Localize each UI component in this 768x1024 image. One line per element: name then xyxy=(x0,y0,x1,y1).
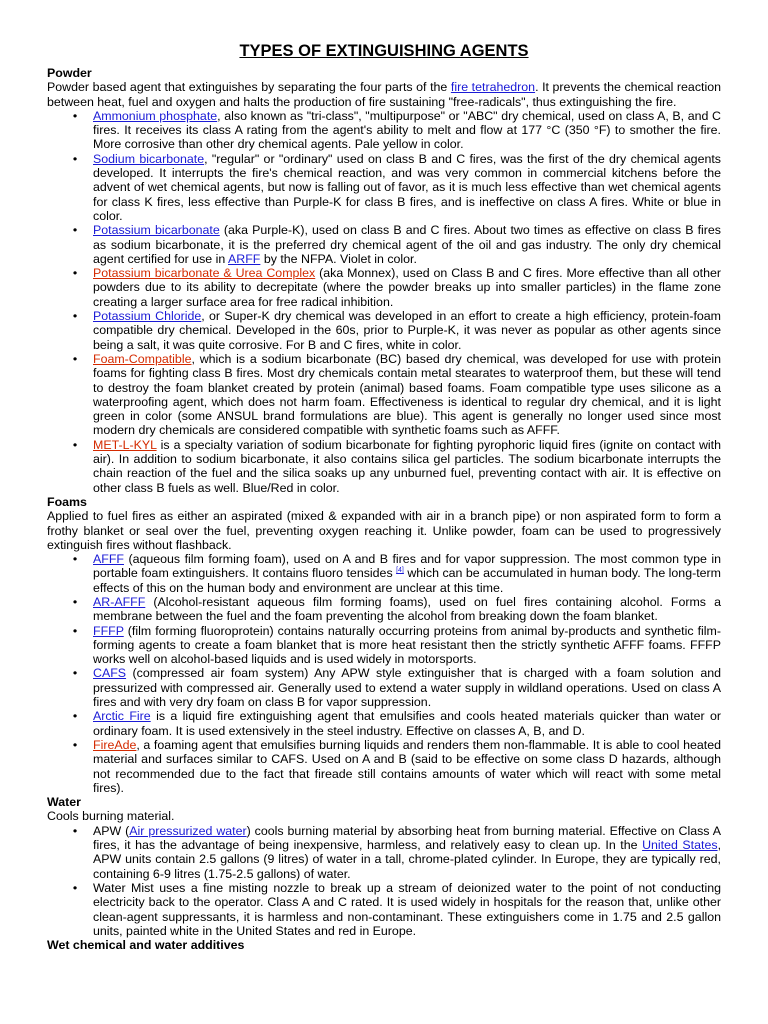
bullet-icon: • xyxy=(72,709,78,724)
met-l-kyl-link[interactable]: MET-L-KYL xyxy=(93,437,157,452)
potassium-bicarbonate-urea-link[interactable]: Potassium bicarbonate & Urea Complex xyxy=(93,266,316,281)
bullet-icon: • xyxy=(72,737,78,752)
fire-tetrahedron-link[interactable]: fire tetrahedron xyxy=(450,80,536,95)
bullet-icon: • xyxy=(72,552,78,567)
section-heading-wet-chemical: Wet chemical and water additives xyxy=(47,938,245,953)
ammonium-phosphate-link[interactable]: Ammonium phosphate xyxy=(93,108,218,123)
cafs-link[interactable]: CAFS xyxy=(93,666,127,681)
section-heading-powder: Powder xyxy=(47,66,92,80)
section-heading-foams: Foams xyxy=(47,494,87,509)
bullet-icon: • xyxy=(72,880,78,895)
page-title: TYPES OF EXTINGUISHING AGENTS xyxy=(239,42,529,60)
potassium-chloride-link[interactable]: Potassium Chloride xyxy=(93,309,202,324)
list-item: • Sodium bicarbonate, "regular" or "ordinary" used on class B and C fires, was the first of the dry chemical agents developed. It interrupts the fire's chemical reaction, and was very common in commercial kitchens before the advent of wet chemical agents, but now is falling out of favor, as it is much less effective than wet chemical agents for class K fires, less effective than Purple-K for class B fires, and is ineffective on class A fires. White or blue in color. xyxy=(47,152,721,223)
list-item: • AR-AFFF (Alcohol-resistant aqueous film forming foams), used on fuel fires containing alcohol. Forms a membrane between the fuel and the foam preventing the alcohol from breaking down the foam blanket. xyxy=(47,595,721,624)
list-item: • Water Mist uses a fine misting nozzle to break up a stream of deionized water to the point of not conducting electricity back to the operator. Class A and C rated. It is used widely in hospitals for the reason that, unlike other clean-agent suppressants, it is harmless and non-contaminant. These extinguishers come in 1.75 and 2.5 gallon units, painted white in the United States and red in Europe. xyxy=(47,881,721,938)
list-item: • Foam-Compatible, which is a sodium bicarbonate (BC) based dry chemical, was developed for use with protein foams for fighting class B fires. Most dry chemicals contain metal stearates to waterproof them, but these will tend to destroy the foam blanket created by protein (animal) based foams. Foam compatible type uses silicone as a waterproofing agent, which does not harm foam. Effectiveness is identical to regular dry chemical, and it is light green in color (some ANSUL brand formulations are blue). This agent is generally no longer used since most modern dry chemicals are considered compatible with synthetic foams such as AFFF. xyxy=(47,352,721,438)
arff-link[interactable]: ARFF xyxy=(228,251,261,266)
ar-afff-link[interactable]: AR-AFFF xyxy=(93,594,146,609)
list-item: • Ammonium phosphate, also known as "tri-class", "multipurpose" or "ABC" dry chemical, used on class A, B, and C fires. It receives its class A rating from the agent's ability to melt and flow at 177 °C (350 °F) to smother the fire. More corrosive than other dry chemical agents. Pale yellow in color. xyxy=(47,109,721,152)
foams-intro: Applied to fuel fires as either an aspirated (mixed & expanded with air in a branch pipe) or non aspirated form to form a frothy blanket or seal over the fuel, preventing oxygen reaching it. Unlike powder, foam can be used to progressively extinguish fires without flashback. xyxy=(47,509,721,552)
list-item: • Potassium bicarbonate & Urea Complex (aka Monnex), used on Class B and C fires. More effective than all other powders due to its ability to decrepitate (where the powder breaks up into smaller particles) in the flame zone creating a larger surface area for free radical inhibition. xyxy=(47,266,721,309)
united-states-link[interactable]: United States xyxy=(642,838,718,853)
list-item: • MET-L-KYL is a specialty variation of sodium bicarbonate for fighting pyrophoric liquid fires (ignite on contact with air). In addition to sodium bicarbonate, it also contains silica gel particles. The sodium bicarbonate interrupts the chain reaction of the fuel and the silica soaks up any unburned fuel, preventing contact with air. It is effective on other class B fuels as well. Blue/Red in color. xyxy=(47,438,721,495)
powder-list xyxy=(47,109,721,495)
bullet-icon: • xyxy=(72,108,78,123)
list-item: • Arctic Fire is a liquid fire extinguishing agent that emulsifies and cools heated materials quicker than water or ordinary foam. It is used extensively in the steel industry. Effective on classes A, B, and D. xyxy=(47,709,721,738)
afff-link[interactable]: AFFF xyxy=(93,552,124,567)
water-intro: Cools burning material. xyxy=(47,809,175,824)
list-item: • APW (Air pressurized water) cools burning material by absorbing heat from burning material. Effective on Class A fires, it has the advantage of being inexpensive, harmless, and relatively easy to clean up. In the United States, APW units contain 2.5 gallons (9 litres) of water in a tall, chrome-plated cylinder. In Europe, they are typically red, containing 6-9 litres (1.75-2.5 gallons) of water. xyxy=(47,824,721,881)
arctic-fire-link[interactable]: Arctic Fire xyxy=(93,709,151,724)
bullet-icon: • xyxy=(72,223,78,238)
list-item: • FireAde, a foaming agent that emulsifies burning liquids and renders them non-flammable. It is able to cool heated material and surfaces similar to CAFS. Used on A and B (said to be effective on some class D hazards, although not recommended due to the fact that fireade still contains amounts of water which will react with some metal fires). xyxy=(47,738,721,795)
bullet-icon: • xyxy=(72,666,78,681)
bullet-icon: • xyxy=(72,437,78,452)
bullet-icon: • xyxy=(72,309,78,324)
bullet-icon: • xyxy=(72,823,78,838)
bullet-icon: • xyxy=(72,151,78,166)
powder-intro: Powder based agent that extinguishes by separating the four parts of the fire tetrahedron. It prevents the chemical reaction between heat, fuel and oxygen and halts the production of fire sustaining "free-radicals", thus extinguishing the fire. xyxy=(47,80,721,109)
fffp-link[interactable]: FFFP xyxy=(93,623,124,638)
bullet-icon: • xyxy=(72,623,78,638)
list-item: • Potassium bicarbonate (aka Purple-K), used on class B and C fires. About two times as effective on class B fires as sodium bicarbonate, it is the preferred dry chemical agent of the oil and gas industry. The only dry chemical agent certified for use in ARFF by the NFPA. Violet in color. xyxy=(47,223,721,266)
list-item: • AFFF (aqueous film forming foam), used on A and B fires and for vapor suppression. The most common type in portable foam extinguishers. It contains fluoro tensides [4] which can be accumulated in human body. The long-term effects of this on the human body and environment are unclear at this time. xyxy=(47,552,721,595)
list-item: • Potassium Chloride, or Super-K dry chemical was developed in an effort to create a high efficiency, protein-foam compatible dry chemical. Developed in the 60s, prior to Purple-K, it was never as popular as other agents since being a salt, it was quite corrosive. For B and C fires, white in color. xyxy=(47,309,721,352)
section-heading-water: Water xyxy=(47,795,81,810)
bullet-icon: • xyxy=(72,594,78,609)
bullet-icon: • xyxy=(72,351,78,366)
list-item: • FFFP (film forming fluoroprotein) contains naturally occurring proteins from animal by-products and synthetic film-forming agents to create a foam blanket that is more heat resistant then the strictly synthetic AFFF foams. FFFP works well on alcohol-based liquids and is used widely in motorsports. xyxy=(47,624,721,667)
bullet-icon: • xyxy=(72,266,78,281)
footnote-4-link[interactable]: [4] xyxy=(396,567,404,575)
foam-compatible-link[interactable]: Foam-Compatible xyxy=(93,351,192,366)
water-list xyxy=(47,824,721,938)
sodium-bicarbonate-link[interactable]: Sodium bicarbonate xyxy=(93,151,205,166)
foams-list xyxy=(47,552,721,795)
potassium-bicarbonate-link[interactable]: Potassium bicarbonate xyxy=(93,223,220,238)
fireade-link[interactable]: FireAde xyxy=(93,737,137,752)
list-item: • CAFS (compressed air foam system) Any APW style extinguisher that is charged with a foam solution and pressurized with compressed air. Generally used to extend a water supply in wildland operations. Used on class A fires and with very dry foam on class B for vapor suppression. xyxy=(47,666,721,709)
air-pressurized-water-link[interactable]: Air pressurized water xyxy=(129,823,247,838)
